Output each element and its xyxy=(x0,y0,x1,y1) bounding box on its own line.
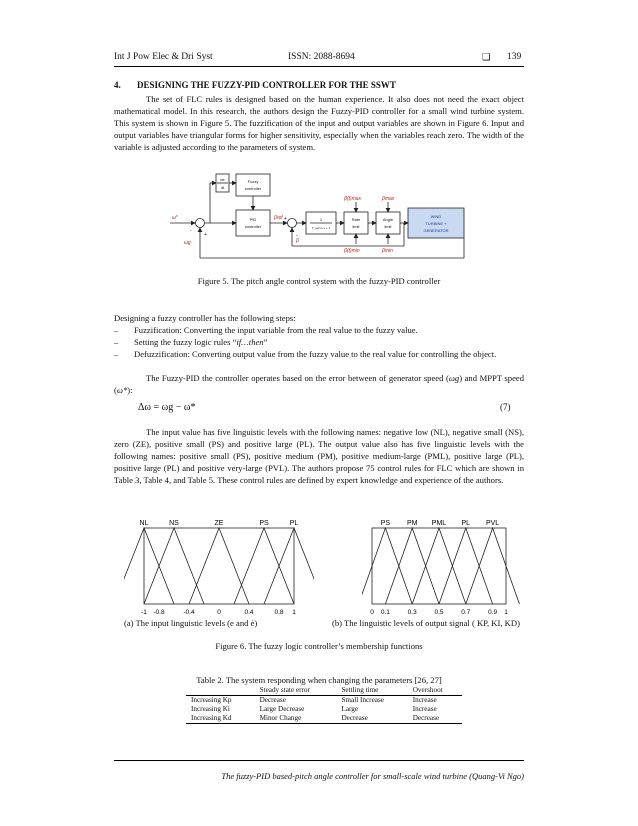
x-tick-label: 0.3 xyxy=(407,609,417,616)
table-cell: Large xyxy=(341,705,359,713)
section-number: 4. xyxy=(114,80,121,90)
beta-max-label: βmax xyxy=(382,196,395,202)
table-header-cell xyxy=(186,686,255,696)
table-cell: Decrease xyxy=(259,696,286,704)
figure-6b-chart xyxy=(362,514,522,618)
step-text: Defuzzification: Converting output value from the fuzzy value to the real value for controlling the object. xyxy=(134,349,497,359)
steps-intro: Designing a fuzzy controller has the following steps: xyxy=(114,313,296,323)
step-text-end: ” xyxy=(263,337,268,347)
mf-level-label: ZE xyxy=(214,520,224,527)
table-row xyxy=(186,696,462,706)
mf-triangle-ns xyxy=(144,528,204,604)
step-emphasis: if…then xyxy=(236,337,264,347)
omega-star-label: ω* xyxy=(172,215,178,221)
beta-label: β xyxy=(296,238,299,244)
mf-triangle-ze xyxy=(189,528,249,604)
mf-triangle-ps xyxy=(362,528,412,604)
mf-level-label: NL xyxy=(139,520,149,527)
beta-ref-label: βref xyxy=(274,215,283,221)
table-row xyxy=(186,714,462,724)
table-cell: Small Increase xyxy=(341,696,384,704)
x-tick-label: 0.8 xyxy=(274,609,284,616)
chart-frame xyxy=(144,528,294,604)
x-tick-label: 1 xyxy=(292,609,296,616)
angle-limit-block xyxy=(376,212,400,234)
summing-junction-2 xyxy=(288,219,297,228)
paragraph-1: The set of FLC rules is designed based on the human experience. It also does not need the exact object mathematical model. In this research, the authors design the Fuzzy-PID controller for a small wind turbine system. This system is shown in Figure 5. The fuzzification of the input and output variables are shown in Figure 6. Input and output variables have triangular forms for higher sensitivity, especially when the variables reach zero. The width of the variable is adjusted according to the parameters of system. xyxy=(114,94,524,152)
figure-6a-caption: (a) The input linguistic levels (e and ė) xyxy=(124,618,258,628)
figure-6b-caption: (b) The linguistic levels of output signal ( KP, KI, KD) xyxy=(332,618,520,628)
table-header-cell: Overshoot xyxy=(412,686,443,694)
pid-controller-block xyxy=(236,210,270,236)
mf-triangle-pm xyxy=(385,528,439,604)
rate-min-label: β̇(t)min xyxy=(344,248,360,254)
step-text: Setting the fuzzy logic rules “ xyxy=(134,337,237,347)
plus-sign-2: + xyxy=(284,216,287,222)
p2-text-b: ) and MPPT speed ( xyxy=(114,373,524,395)
rate-label-1: Rate xyxy=(351,217,361,222)
table-cell: Decrease xyxy=(412,714,440,722)
chart-frame xyxy=(372,528,506,604)
step-text: Fuzzification: Converting the input variable from the real value to the fuzzy value. xyxy=(134,325,418,335)
equation-7: Δω = ωg − ω* xyxy=(138,402,196,413)
p2-text-a: The Fuzzy-PID the controller operates based on the error between of generator speed ( xyxy=(146,373,449,383)
x-tick-label: -1 xyxy=(141,609,147,616)
table-cell: Decrease xyxy=(341,714,368,722)
table-2-caption: Table 2. The system responding when changing the parameters [26, 27] xyxy=(196,675,442,685)
tf-numerator: 1 xyxy=(319,217,323,222)
fuzzy-label-2: controller xyxy=(244,186,262,191)
x-tick-label: 0.4 xyxy=(244,609,254,616)
table-cell: Increasing Kp xyxy=(191,696,232,704)
mf-level-label: PL xyxy=(461,520,471,527)
x-tick-label: 0.7 xyxy=(461,609,471,616)
mf-triangle-pml xyxy=(412,528,466,604)
de-label: de xyxy=(220,177,225,182)
omega-g-label: ωg xyxy=(184,240,191,246)
paragraph-2 xyxy=(114,372,524,396)
mf-level-label: PVL xyxy=(485,520,500,527)
wind-label-2: TURBINE + xyxy=(425,221,447,226)
page-number: 139 xyxy=(507,52,522,62)
list-item xyxy=(114,336,524,348)
tf-denominator: T_servo s + 1 xyxy=(311,226,331,230)
table-header-row xyxy=(186,686,462,696)
p2-text-c: ): xyxy=(127,385,133,395)
journal-name: Int J Pow Elec & Dri Syst xyxy=(114,52,213,62)
x-tick-label: 1 xyxy=(504,609,508,616)
angle-label-2: limit xyxy=(384,224,392,229)
box-icon: ❏ xyxy=(482,53,491,63)
minus-sign-1: - xyxy=(190,228,192,234)
table-cell: Increase xyxy=(412,696,437,704)
angle-label-1: Angle xyxy=(382,217,394,222)
x-tick-label: 0.9 xyxy=(488,609,498,616)
summing-junction-1 xyxy=(196,219,205,228)
fuzzy-controller-block xyxy=(236,174,270,196)
table-cell: Increasing Ki xyxy=(191,705,230,713)
mf-level-label: PL xyxy=(289,520,299,527)
table-cell: Increasing Kd xyxy=(191,714,232,722)
pid-label-2: controller xyxy=(244,224,262,229)
x-tick-label: -0.4 xyxy=(183,609,195,616)
table-cell: Large Decrease xyxy=(259,705,305,713)
x-tick-label: 0.5 xyxy=(434,609,444,616)
paragraph-3: The input value has five linguistic levels with the following names: negative low (NL), negative small (NS), zero (ZE), positive small (PS) and positive large (PL). The output value also has five linguistic levels with the following names: positive small (PS), positive medium (PM), positive medium-large (PML), positive large (PL), positive large (PL) and positive very-large (PVL). The authors propose 75 control rules for FLC which are shown in Table 3, Table 4, and Table 5. These control rules are defined by expert knowledge and experience of the authors. xyxy=(114,427,524,485)
mf-level-label: PML xyxy=(431,520,447,527)
footer-title: The fuzzy-PID based-pitch angle controller for small-scale wind turbine (Quang-Vi Ngo) xyxy=(221,771,524,781)
wind-label-1: WIND xyxy=(430,214,442,219)
mf-level-label: PM xyxy=(406,520,418,527)
section-title: DESIGNING THE FUZZY-PID CONTROLLER FOR THE SSWT xyxy=(137,80,396,90)
mf-level-label: PS xyxy=(259,520,269,527)
bullet-dash: – xyxy=(114,325,119,335)
rate-label-2: limit xyxy=(352,224,360,229)
steps-list xyxy=(114,324,524,360)
figure-6-caption: Figure 6. The fuzzy logic controller’s membership functions xyxy=(215,641,423,651)
equation-number: (7) xyxy=(500,402,511,412)
omega-g-symbol: ωg xyxy=(448,373,460,383)
mf-triangle-pvl xyxy=(466,528,520,604)
plus-sign-1: + xyxy=(204,232,207,238)
x-tick-label: -0.8 xyxy=(153,609,165,616)
bullet-dash: – xyxy=(114,337,119,347)
beta-min-label: βmin xyxy=(382,248,393,254)
header-rule xyxy=(114,66,524,67)
mf-triangle-nl xyxy=(124,528,174,604)
mf-level-label: PS xyxy=(380,520,391,527)
x-tick-label: 0 xyxy=(217,609,221,616)
mf-triangle-ps xyxy=(234,528,294,604)
list-item xyxy=(114,348,524,360)
table-header-cell: Steady state error xyxy=(259,686,310,694)
rate-limit-block xyxy=(344,212,368,234)
table-header-cell: Settling time xyxy=(341,686,379,694)
wind-label-3: GENERATOR xyxy=(423,228,449,233)
figure-6a-chart xyxy=(124,514,314,618)
omega-star-symbol: ω* xyxy=(116,385,128,395)
table-cell: Minor Change xyxy=(259,714,302,722)
table-row xyxy=(186,705,462,714)
mf-triangle-pl xyxy=(439,528,493,604)
issn: ISSN: 2088-8694 xyxy=(288,52,355,62)
pid-label-1: PID xyxy=(249,217,257,222)
section-heading xyxy=(114,80,524,90)
rate-max-label: β̇(t)max xyxy=(344,196,362,202)
minus-sign-2: - xyxy=(296,233,298,239)
x-tick-label: 0.1 xyxy=(380,609,390,616)
dt-label: dt xyxy=(220,185,225,190)
table-2 xyxy=(186,686,462,724)
fuzzy-label-1: Fuzzy xyxy=(247,179,259,184)
figure-5-diagram xyxy=(170,172,470,262)
x-tick-label: 0 xyxy=(370,609,374,616)
list-item xyxy=(114,324,524,336)
footer-rule xyxy=(114,760,524,761)
mf-triangle-pl xyxy=(264,528,314,604)
bullet-dash: – xyxy=(114,349,119,359)
figure-5-caption: Figure 5. The pitch angle control system with the fuzzy-PID controller xyxy=(197,276,441,286)
table-cell: Increase xyxy=(412,705,437,713)
mf-level-label: NS xyxy=(169,520,179,527)
